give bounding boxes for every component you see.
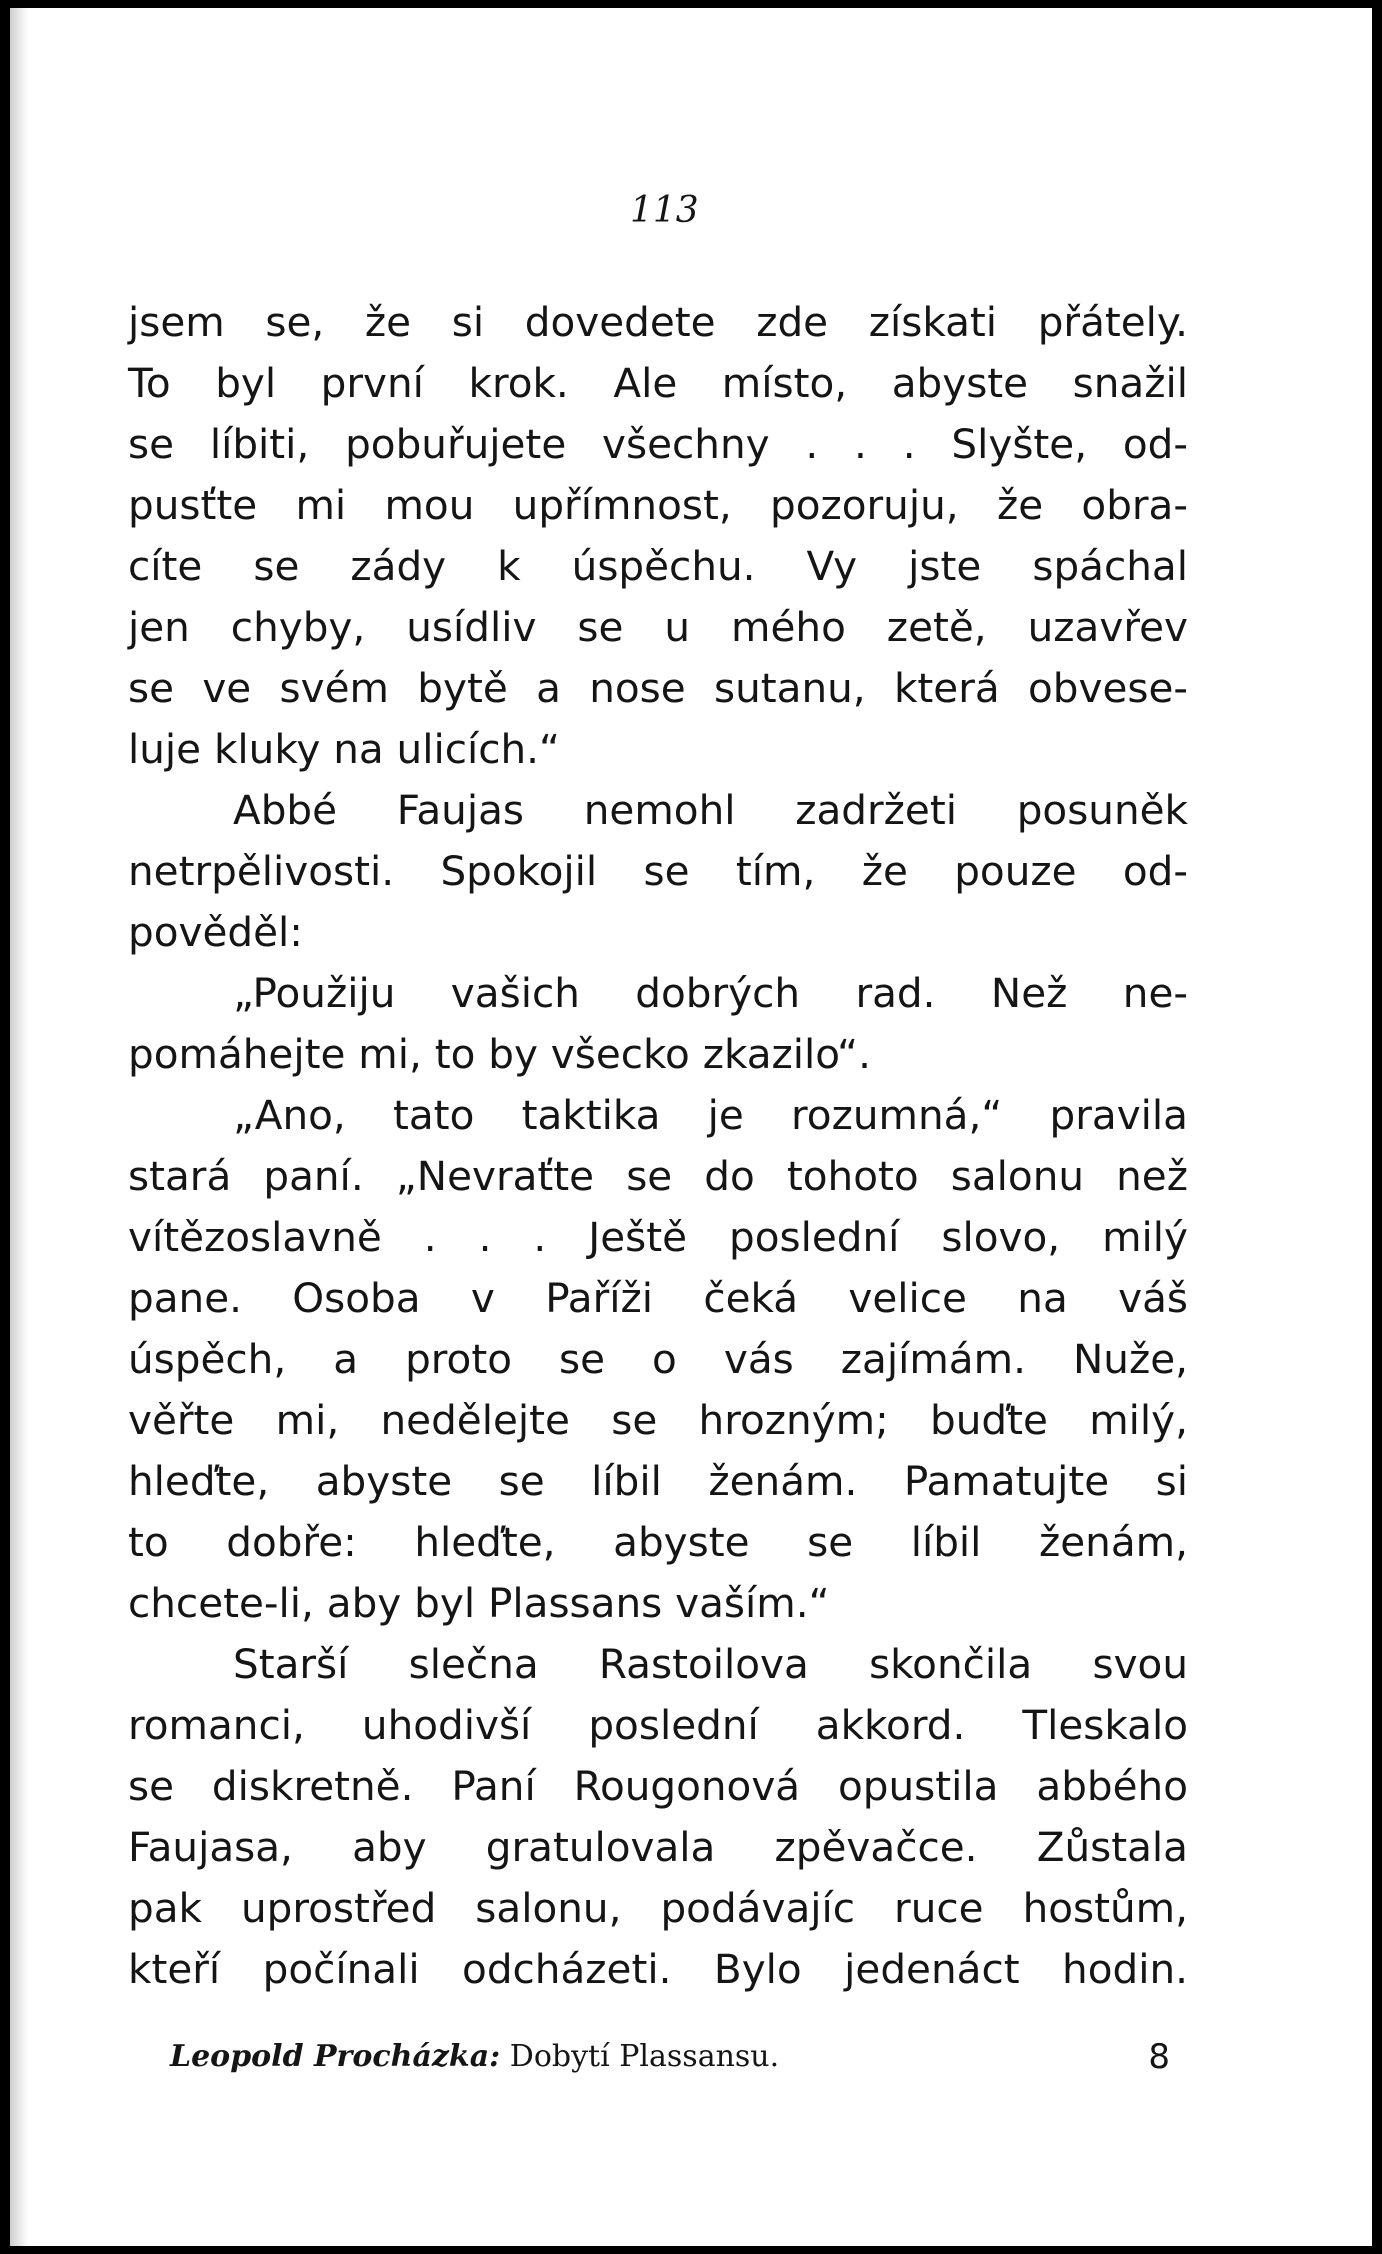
page-gutter-shadow bbox=[10, 8, 28, 2246]
text-line: vítězoslavně . . . Ještě poslední slovo, milý bbox=[128, 1213, 1188, 1261]
text-line: jsem se, že si dovedete zde získati přátely. bbox=[128, 298, 1188, 346]
text-line: úspěch, a proto se o vás zajímám. Nuže, bbox=[128, 1335, 1188, 1383]
footer-title: Dobytí Plassansu. bbox=[509, 2039, 780, 2074]
text-line: pusťte mi mou upřímnost, pozoruju, že obra- bbox=[128, 481, 1188, 529]
text-line: netrpělivosti. Spokojil se tím, že pouze od- bbox=[128, 847, 1188, 895]
page-number: 113 bbox=[630, 190, 699, 231]
text-line: se ve svém bytě a nose sutanu, která obvese- bbox=[128, 664, 1188, 712]
footer-author: Leopold Procházka: bbox=[170, 2039, 501, 2074]
body-text bbox=[128, 292, 1188, 2000]
text-line: Faujasa, aby gratulovala zpěvačce. Zůstala bbox=[128, 1823, 1188, 1871]
text-line: cíte se zády k úspěchu. Vy jste spáchal bbox=[128, 542, 1188, 590]
text-line: stará paní. „Nevraťte se do tohoto salonu než bbox=[128, 1152, 1188, 1200]
text-line: luje kluky na ulicích.“ bbox=[128, 725, 561, 773]
text-line: To byl první krok. Ale místo, abyste snažil bbox=[128, 359, 1188, 407]
book-page bbox=[10, 8, 1372, 2246]
text-line: jen chyby, usídliv se u mého zetě, uzavřev bbox=[128, 603, 1188, 651]
text-line: pomáhejte mi, to by všecko zkazilo“. bbox=[128, 1030, 871, 1078]
text-line: hleďte, abyste se líbil ženám. Pamatujte si bbox=[128, 1457, 1188, 1505]
text-line: chcete-li, aby byl Plassans vaším.“ bbox=[128, 1579, 830, 1627]
text-line: pověděl: bbox=[128, 908, 303, 956]
text-line: pane. Osoba v Paříži čeká velice na váš bbox=[128, 1274, 1188, 1322]
text-line: se diskretně. Paní Rougonová opustila abbého bbox=[128, 1762, 1188, 1810]
footer-signature: 8 bbox=[1148, 2037, 1170, 2077]
text-line: „Ano, tato taktika je rozumná,“ pravila bbox=[233, 1091, 1188, 1139]
text-line: Abbé Faujas nemohl zadržeti posuněk bbox=[233, 786, 1188, 834]
text-line: kteří počínali odcházeti. Bylo jedenáct hodin. bbox=[128, 1945, 1188, 1993]
text-line: se líbiti, pobuřujete všechny . . . Slyšte, od- bbox=[128, 420, 1188, 468]
text-line: pak uprostřed salonu, podávajíc ruce hostům, bbox=[128, 1884, 1188, 1932]
text-line: Starší slečna Rastoilova skončila svou bbox=[233, 1640, 1188, 1688]
footer bbox=[170, 2030, 1170, 2084]
text-line: věřte mi, nedělejte se hrozným; buďte milý, bbox=[128, 1396, 1188, 1444]
text-line: to dobře: hleďte, abyste se líbil ženám, bbox=[128, 1518, 1188, 1566]
text-line: „Použiju vašich dobrých rad. Než ne- bbox=[233, 969, 1188, 1017]
text-line: romanci, uhodivší poslední akkord. Tleskalo bbox=[128, 1701, 1188, 1749]
